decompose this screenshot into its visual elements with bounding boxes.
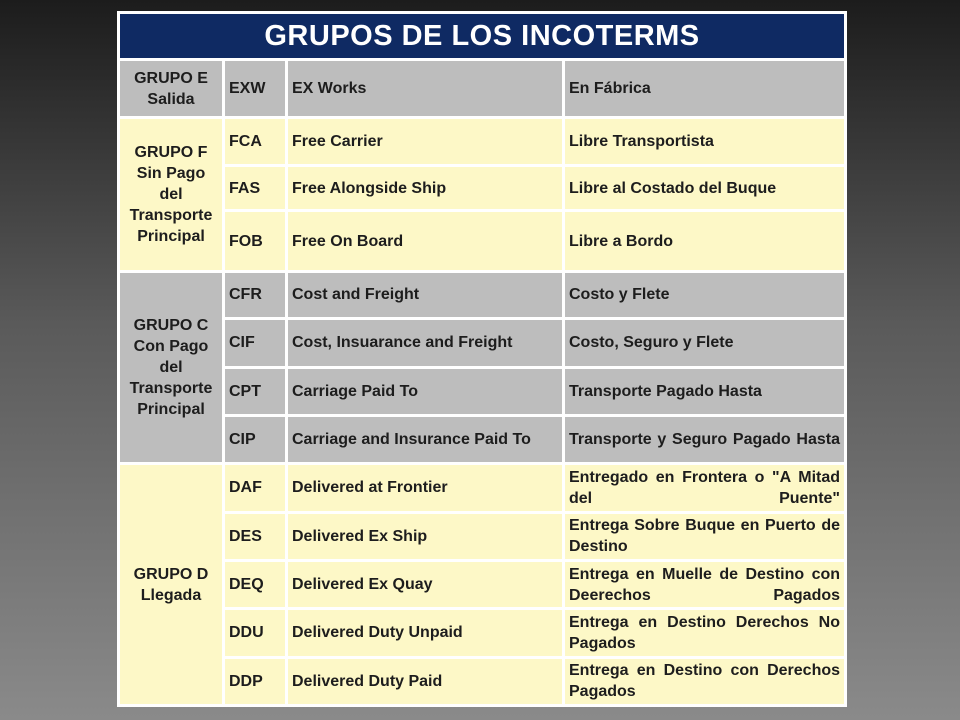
table-row <box>120 562 844 607</box>
term-english: Delivered Ex Quay <box>288 562 562 607</box>
table-body <box>120 14 844 704</box>
term-code: EXW <box>225 61 285 115</box>
term-code: CPT <box>225 369 285 414</box>
table-row <box>120 119 844 164</box>
table-row <box>120 167 844 209</box>
term-code: DES <box>225 514 285 559</box>
term-spanish: En Fábrica <box>565 61 844 115</box>
slide-panel <box>117 11 844 707</box>
incoterms-table <box>117 11 847 707</box>
term-english: Cost, Insuarance and Freight <box>288 320 562 365</box>
term-code: FAS <box>225 167 285 209</box>
term-english: Free Carrier <box>288 119 562 164</box>
term-spanish: Transporte Pagado Hasta <box>565 369 844 414</box>
term-spanish: Libre al Costado del Buque <box>565 167 844 209</box>
term-english: Free Alongside Ship <box>288 167 562 209</box>
table-row <box>120 514 844 559</box>
term-english: Carriage and Insurance Paid To <box>288 417 562 462</box>
term-code: FCA <box>225 119 285 164</box>
term-spanish: Entrega en Destino Derechos No Pagados <box>565 610 844 655</box>
table-row <box>120 212 844 269</box>
term-code: DEQ <box>225 562 285 607</box>
term-english: Delivered Duty Paid <box>288 659 562 704</box>
term-spanish: Costo, Seguro y Flete <box>565 320 844 365</box>
group-label: GRUPO D Llegada <box>120 465 222 704</box>
group-label: GRUPO E Salida <box>120 61 222 115</box>
term-spanish: Libre a Bordo <box>565 212 844 269</box>
term-spanish: Entregado en Frontera o "A Mitad del Puente" <box>565 465 844 510</box>
term-code: CIP <box>225 417 285 462</box>
term-spanish: Entrega en Muelle de Destino con Deerechos Pagados <box>565 562 844 607</box>
table-row <box>120 61 844 115</box>
term-spanish: Costo y Flete <box>565 273 844 317</box>
term-code: DDP <box>225 659 285 704</box>
term-english: Cost and Freight <box>288 273 562 317</box>
term-english: Free On Board <box>288 212 562 269</box>
term-code: CFR <box>225 273 285 317</box>
term-english: Carriage Paid To <box>288 369 562 414</box>
table-row <box>120 320 844 365</box>
term-code: DDU <box>225 610 285 655</box>
term-code: DAF <box>225 465 285 510</box>
term-english: Delivered at Frontier <box>288 465 562 510</box>
table-row <box>120 417 844 462</box>
term-english: EX Works <box>288 61 562 115</box>
term-code: CIF <box>225 320 285 365</box>
group-label: GRUPO C Con Pago del Transporte Principal <box>120 273 222 462</box>
term-spanish: Entrega en Destino con Derechos Pagados <box>565 659 844 704</box>
term-spanish: Transporte y Seguro Pagado Hasta <box>565 417 844 462</box>
term-spanish: Libre Transportista <box>565 119 844 164</box>
table-row <box>120 610 844 655</box>
title-row <box>120 14 844 58</box>
table-row <box>120 465 844 510</box>
table-row <box>120 369 844 414</box>
term-spanish: Entrega Sobre Buque en Puerto de Destino <box>565 514 844 559</box>
term-english: Delivered Ex Ship <box>288 514 562 559</box>
term-english: Delivered Duty Unpaid <box>288 610 562 655</box>
term-code: FOB <box>225 212 285 269</box>
group-label: GRUPO F Sin Pago del Transporte Principal <box>120 119 222 270</box>
table-title: GRUPOS DE LOS INCOTERMS <box>120 14 844 58</box>
table-row <box>120 273 844 317</box>
table-row <box>120 659 844 704</box>
